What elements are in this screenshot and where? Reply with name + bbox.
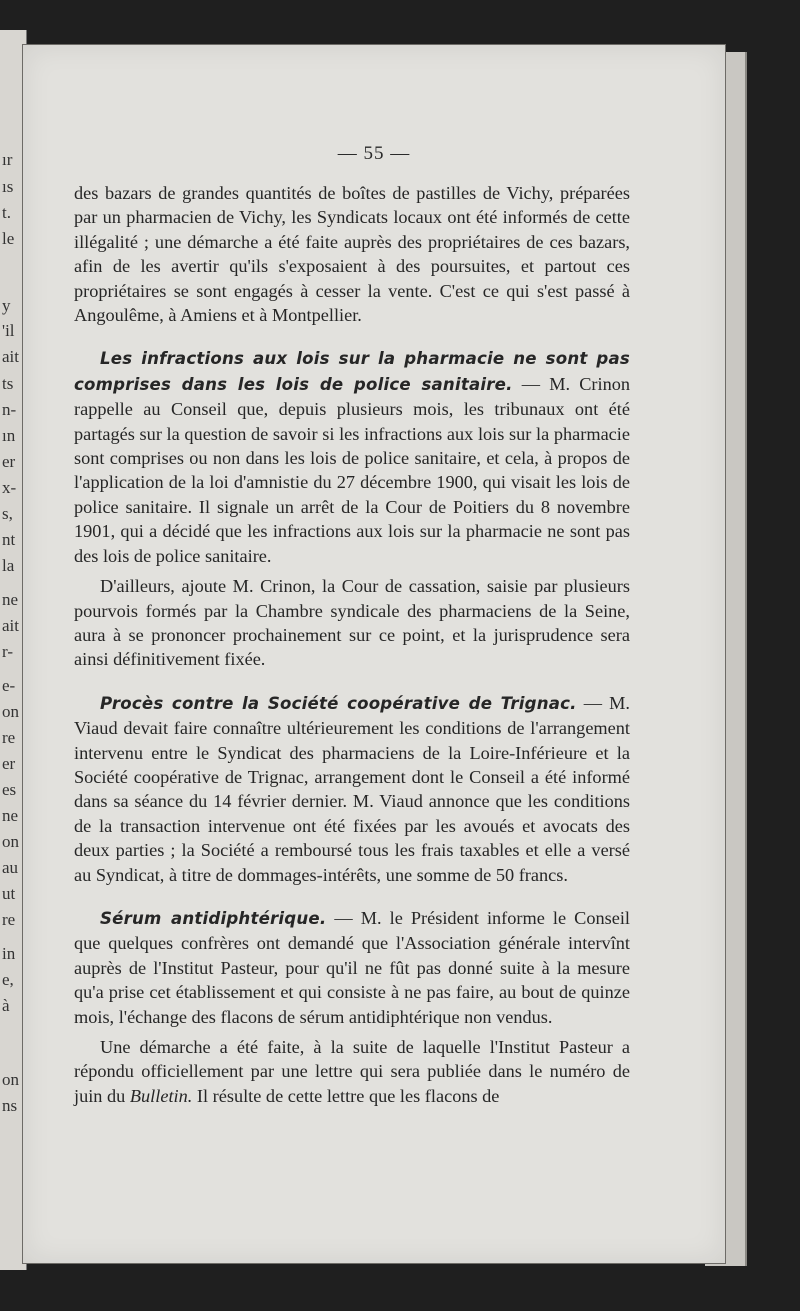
prev-page-fragment: ts — [2, 374, 14, 393]
prev-page-fragment: n- — [2, 400, 17, 419]
prev-page-fragment: 'il — [2, 321, 15, 340]
section-heading-trignac: Procès contre la Société coopérative de Trignac. — [100, 693, 577, 713]
prev-page-fragment: ns — [2, 1096, 18, 1115]
paragraph-serum — [74, 906, 630, 1029]
paragraph-bazars: des bazars de grandes quantités de boîtes de pastilles de Vichy, préparées par un pharmacien de Vichy, les Syndicats locaux ont été informés de cette illégalité ; une démarche a été faite auprès des propriétaires de ces bazars, afin de les avertir qu'ils s'exposaient à des poursuites, et partout ces propriétaires se sont engagés à cesser la vente. C'est ce qui s'est passé à Angoulême, à Amiens et à Montpellier. — [74, 183, 630, 326]
page-number: — 55 — — [337, 143, 411, 164]
prev-page-fragment: ait — [2, 616, 19, 635]
page-body — [74, 181, 630, 1108]
prev-page-fragment: es — [2, 780, 17, 799]
prev-page-fragment: in — [2, 944, 16, 963]
prev-page-fragment: on — [2, 832, 19, 851]
paragraph-trignac — [74, 691, 630, 887]
prev-page-fragment: re — [2, 910, 16, 929]
prev-page-fragment: ın — [2, 426, 16, 445]
prev-page-fragment: r- — [2, 642, 13, 661]
prev-page-fragment: re — [2, 728, 16, 747]
prev-page-fragment: ıs — [2, 177, 14, 196]
paragraph-pasteur-text-before: Une démarche a été faite, à la suite de laquelle l'Institut Pasteur a répondu officiellement par une lettre qui sera publiée dans le numéro de juin du — [74, 1037, 630, 1106]
prev-page-fragment: t. — [2, 203, 11, 222]
prev-page-fragment: e, — [2, 970, 14, 989]
prev-page-fragment: er — [2, 452, 16, 471]
prev-page-fragment: s, — [2, 504, 13, 523]
paragraph-serum-text: — M. le Président informe le Conseil que quelques confrères ont demandé que l'Association générale intervînt auprès de l'Institut Pasteur, pour qu'il ne fût pas donné suite à la mesure qu'a prise cet établissement et qui consiste à ne pas faire, au bout de quinze mois, l'échange des flacons de sérum antidiphtérique non vendus. — [74, 907, 630, 1027]
paragraph-cassation: D'ailleurs, ajoute M. Crinon, la Cour de cassation, saisie par plusieurs pourvois formés par la Chambre syndicale des pharmaciens de la Seine, aura à se prononcer prochainement sur ce point, et la jurisprudence sera ainsi définitivement fixée. — [74, 576, 630, 670]
prev-page-fragment: le — [2, 229, 15, 248]
prev-page-fragment: y — [2, 296, 11, 315]
prev-page-fragment: e- — [2, 676, 16, 695]
prev-page-fragment: au — [2, 858, 19, 877]
prev-page-fragment: x- — [2, 478, 17, 497]
prev-page-fragment: er — [2, 754, 16, 773]
prev-page-fragment: on — [2, 1070, 19, 1089]
prev-page-fragment: ır — [2, 150, 13, 169]
prev-page-fragment: ut — [2, 884, 16, 903]
paragraph-trignac-text: — M. Viaud devait faire connaître ultérieurement les conditions de l'arrangement intervenu entre le Syndicat des pharmaciens de la Loire-Inférieure et la Société coopérative de Trignac, arrangement dont le Conseil a été informé dans sa séance du 14 février dernier. M. Viaud annonce que les conditions de la transaction intervenue ont été fixées par les avoués et avocats des deux parties ; la Société a remboursé tous les frais taxables et elle a versé au Syndicat, à titre de dommages-intérêts, une somme de 50 francs. — [74, 692, 630, 885]
prev-page-fragment: ait — [2, 347, 19, 366]
paragraph-infractions — [74, 346, 630, 568]
paragraph-pasteur — [74, 1035, 630, 1108]
paragraph-infractions-text: — M. Crinon rappelle au Conseil que, depuis plusieurs mois, les tribunaux ont été partagés sur la question de savoir si les infractions aux lois sur la pharmacie sont comprises ou non dans les lois de police sanitaire, et cela, à propos de l'application de la loi d'amnistie du 27 décembre 1900, qui visait les lois de police sanitaire. Il signale un arrêt de la Cour de Poitiers du 8 novembre 1901, qui a décidé que les infractions aux lois sur la pharmacie ne sont pas des lois de police sanitaire. — [74, 373, 630, 566]
paragraph-pasteur-text-after: Il résulte de cette lettre que les flacons de — [192, 1085, 500, 1106]
book-page — [22, 44, 726, 1264]
prev-page-fragment: nt — [2, 530, 16, 549]
section-heading-infractions: Les infractions aux lois sur la pharmacie ne sont pas comprises dans les lois de police sanitaire. — [74, 349, 630, 394]
bulletin-title: Bulletin. — [129, 1085, 193, 1106]
prev-page-fragment: la — [2, 556, 15, 575]
prev-page-fragment: on — [2, 702, 19, 721]
prev-page-fragment: à — [2, 996, 10, 1015]
section-heading-serum: Sérum antidiphtérique. — [100, 908, 327, 928]
prev-page-fragment: ne — [2, 806, 19, 825]
prev-page-fragment: ne — [2, 590, 19, 609]
